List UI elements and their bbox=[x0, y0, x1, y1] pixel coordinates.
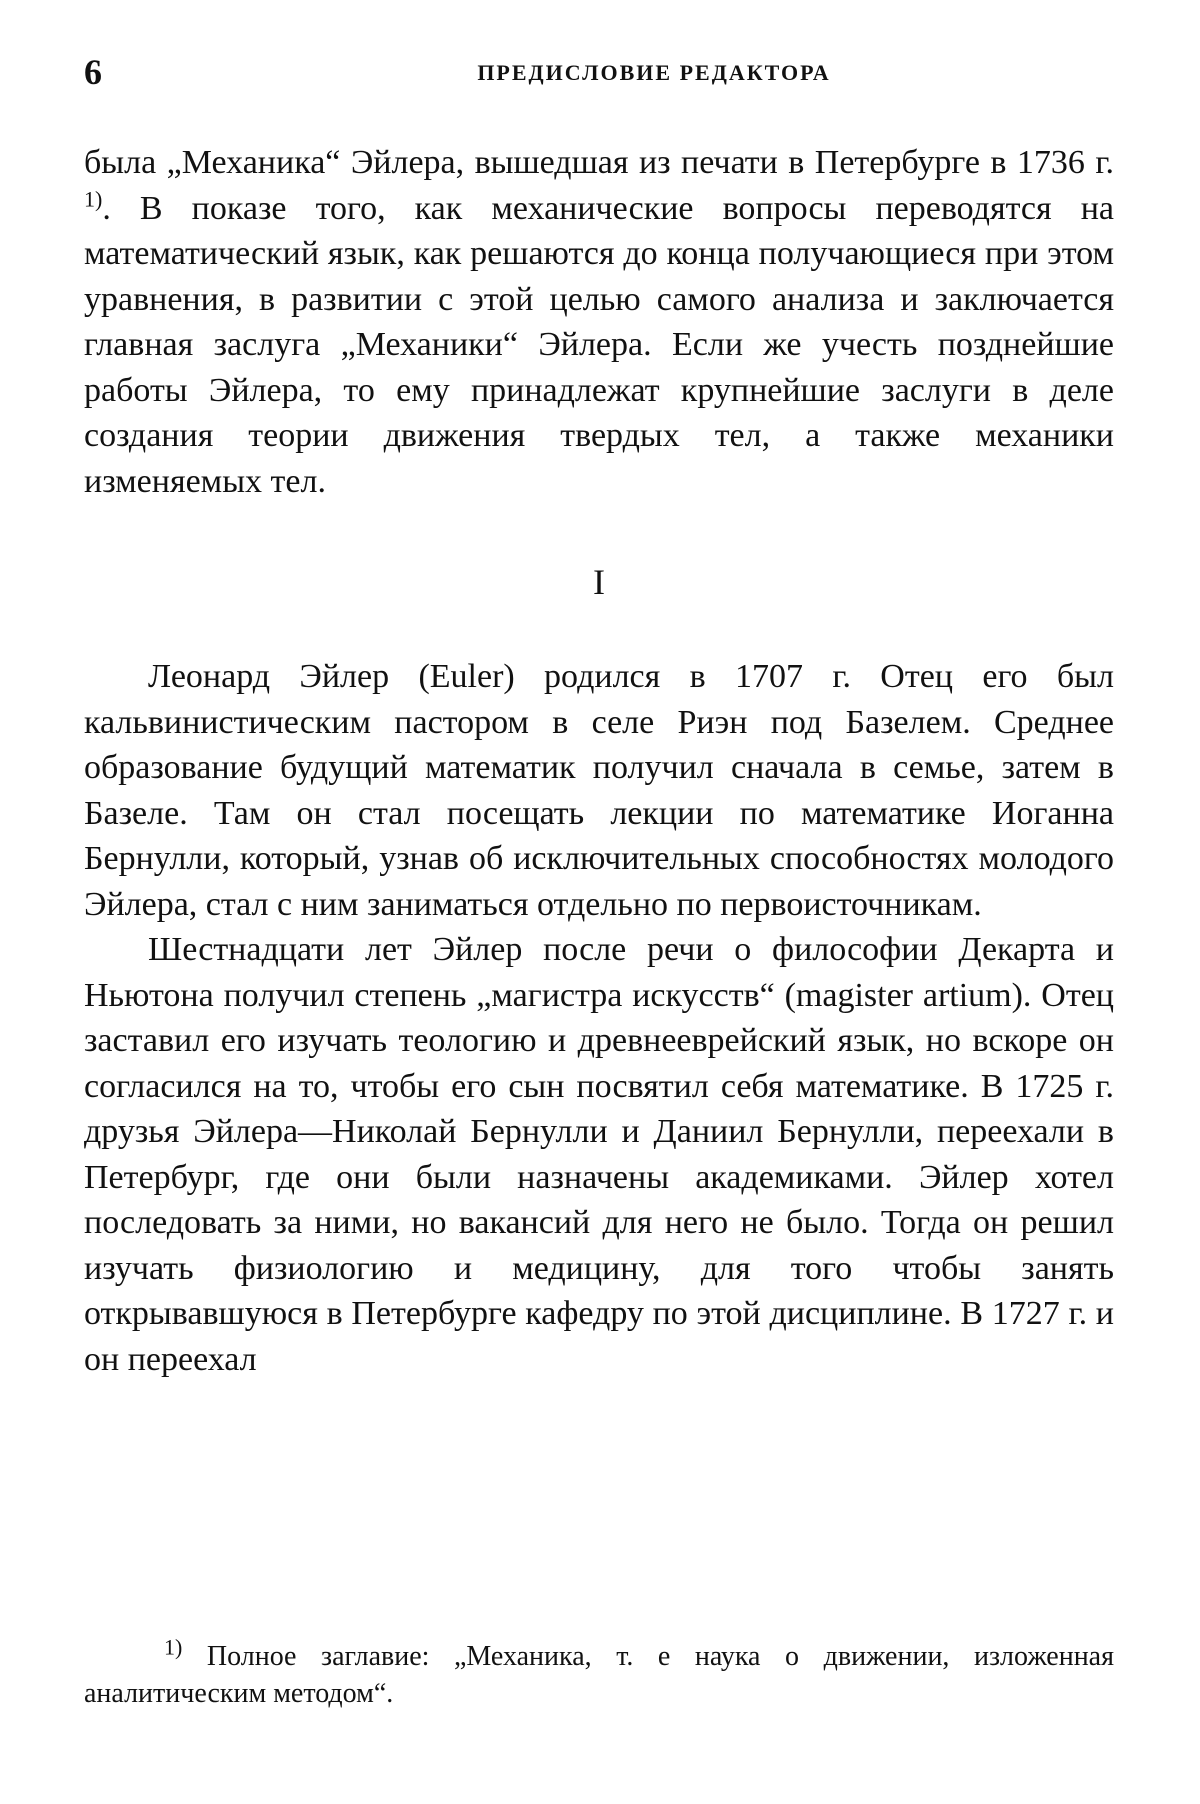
paragraph-biography-education: Шестнадцати лет Эйлер после речи о философии Декарта и Ньютона получил степень „магистра искусств“ (magister artium). Отец заставил его изучать теологию и древнееврейский язык, но вскоре он согласился на то, чтобы его сын посвятил себя математике. В 1725 г. друзья Эйлера—Николай Бернулли и Даниил Бернулли, переехали в Петербург, где они были назначены академиками. Эйлер хотел последовать за ними, но вакансий для него не было. Тогда он решил изучать физиологию и медицину, для того чтобы занять открывавшуюся в Петербурге кафедру по этой дисциплине. В 1727 г. и он переехал bbox=[84, 931, 1114, 1378]
footnote-line bbox=[84, 1634, 1114, 1712]
footnote-marker: 1) bbox=[164, 1634, 183, 1660]
section-title: I bbox=[593, 562, 605, 602]
footnote-text: Полное заглавие: „Механика, т. е наука о движении, изложенная аналитическим методом“. bbox=[84, 1641, 1114, 1709]
paragraph-intro-text-start: была „Механика“ Эйлера, вышедшая из печати в Петербурге в 1736 г. bbox=[84, 144, 1114, 181]
paragraph-intro-text-end: . В показе того, как механические вопросы переводятся на математический язык, как решаются до конца получающиеся при этом уравнения, в развитии с этой целью самого анализа и заключается главная заслуга „Механики“ Эйлера. Если же учесть позднейшие работы Эйлера, то ему принадлежат крупнейшие заслуги в деле создания теории движения твердых тел, а также механики изменяемых тел. bbox=[84, 189, 1114, 500]
paragraph-intro bbox=[84, 140, 1114, 504]
footnote bbox=[84, 1634, 1114, 1712]
page-number: 6 bbox=[84, 52, 102, 92]
page-header bbox=[84, 52, 1114, 92]
running-title: ПРЕДИСЛОВИЕ РЕДАКТОРА bbox=[477, 60, 831, 85]
main-text bbox=[84, 140, 1114, 1382]
paragraph-biography-birth: Леонард Эйлер (Euler) родился в 1707 г. Отец его был кальвинистическим пастором в селе Риэн под Базелем. Среднее образование будущий математик получил сначала в семье, затем в Базеле. Там он стал посещать лекции по математике Иоганна Бернулли, который, узнав об исключительных способностях молодого Эйлера, стал с ним заниматься отдельно по первоисточникам. bbox=[84, 658, 1114, 923]
footnote-reference: 1) bbox=[84, 186, 103, 212]
